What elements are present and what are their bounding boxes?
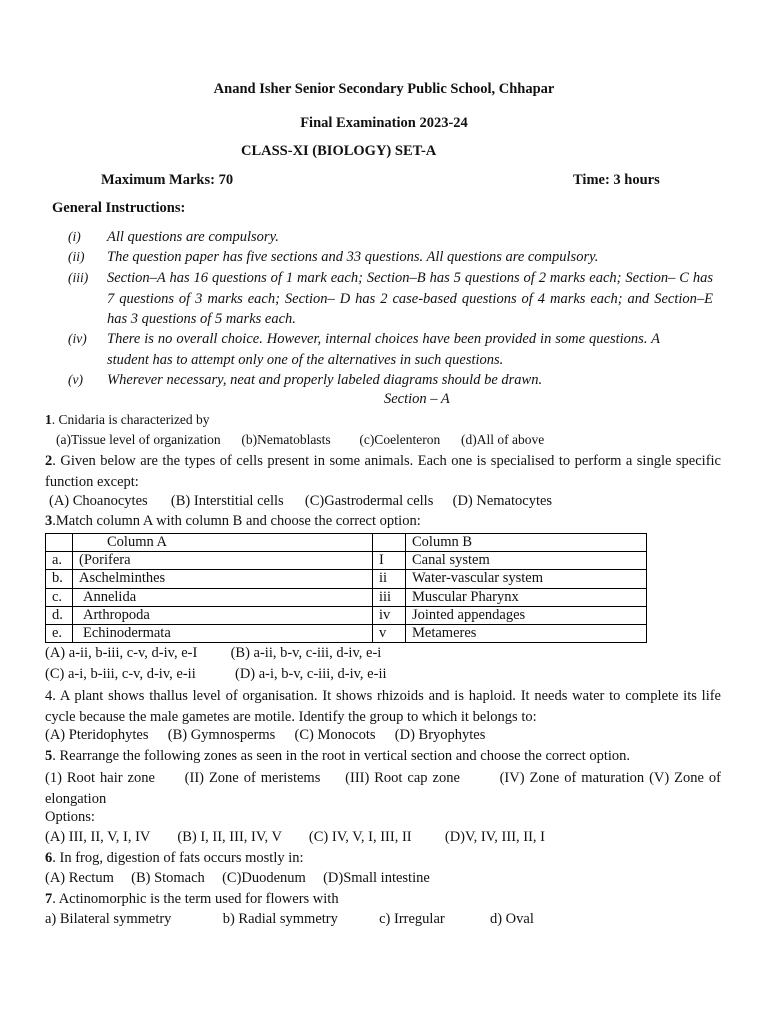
option: (C)Gastrodermal cells (304, 493, 434, 509)
option: (D) Nematocytes (452, 493, 553, 509)
column-b-cell: Muscular Pharynx (406, 588, 647, 606)
instruction-number: (ii) (68, 249, 85, 264)
column-b-cell: Canal system (406, 552, 647, 570)
instruction-text: The question paper has five sections and 33 questions. All questions are compulsory. (107, 249, 599, 265)
row-numeral: iii (373, 588, 406, 606)
option: (A) Pteridophytes (45, 727, 149, 743)
option: a) Bilateral symmetry (45, 911, 172, 927)
table-row (46, 588, 647, 606)
row-numeral: ii (373, 570, 406, 588)
question-3-options-row-2 (45, 666, 387, 683)
column-b-header: Column B (406, 534, 647, 552)
column-a-cell: Aschelminthes (73, 570, 373, 588)
question-7 (45, 891, 339, 908)
question-text: . Cnidaria is characterized by (51, 412, 210, 427)
option: (A) a-ii, b-iii, c-v, d-iv, e-I (45, 645, 198, 661)
table-row (46, 552, 647, 570)
question-text: . In frog, digestion of fats occurs mostly in: (52, 850, 304, 866)
question-number: 6 (45, 850, 53, 866)
question-number: 5 (45, 748, 53, 764)
column-a-cell: (Porifera (73, 552, 373, 570)
row-letter: d. (46, 606, 73, 624)
option: d) Oval (489, 911, 534, 927)
exam-title: Final Examination 2023-24 (300, 115, 468, 131)
instruction-text: Section–A has 16 questions of 1 mark each; Section–B has 5 questions of 2 marks each; Section– C has 7 questions of 3 marks each; Section– D has 2 case-based questions of 4 marks each; and Section–E has 3 questions of 5 marks each. (107, 270, 713, 327)
option: (a)Tissue level of organization (56, 432, 221, 447)
question-4-options (45, 727, 485, 744)
option: (D) Bryophytes (394, 727, 486, 743)
column-a-cell: Arthropoda (73, 606, 373, 624)
instruction-text: Wherever necessary, neat and properly labeled diagrams should be drawn. (107, 372, 543, 388)
class-title: CLASS-XI (BIOLOGY) SET-A (241, 143, 437, 159)
question-number: 3 (45, 513, 53, 529)
option: (D)V, IV, III, II, I (444, 829, 546, 845)
option: (d)All of above (461, 432, 545, 447)
question-text: . Rearrange the following zones as seen in the root in vertical section and choose the correct option. (52, 748, 631, 764)
question-text: .Match column A with column B and choose the correct option: (52, 513, 421, 529)
column-b-cell: Water-vascular system (406, 570, 647, 588)
exam-time: Time: 3 hours (573, 172, 660, 188)
option: b) Radial symmetry (222, 911, 338, 927)
option: (B) Stomach (131, 870, 205, 886)
option: c) Irregular (379, 911, 445, 927)
instruction-number: (iii) (68, 270, 89, 285)
question-6 (45, 850, 304, 867)
school-name: Anand Isher Senior Secondary Public School, Chhapar (213, 81, 555, 97)
option: (b)Nematoblasts (241, 432, 331, 447)
options-label: Options: (45, 809, 95, 825)
option: (C) IV, V, I, III, II (308, 829, 412, 845)
question-number: 7 (45, 891, 53, 907)
row-numeral: iv (373, 606, 406, 624)
question-number: 2 (45, 453, 53, 469)
question-1-options (56, 432, 544, 448)
question-text: . Actinomorphic is the term used for flowers with (52, 891, 339, 907)
instruction-number: (v) (68, 372, 83, 387)
option: (C)Duodenum (222, 870, 306, 886)
instruction-number: (iv) (68, 331, 87, 346)
table-row (46, 570, 647, 588)
option: (B) I, II, III, IV, V (177, 829, 282, 845)
column-a-cell: Echinodermata (73, 624, 373, 642)
option: (B) a-ii, b-v, c-iii, d-iv, e-i (230, 645, 382, 661)
question-2 (45, 451, 721, 492)
row-letter: e. (46, 624, 73, 642)
column-b-cell: Metameres (406, 624, 647, 642)
instructions-heading: General Instructions: (52, 200, 186, 216)
column-a-cell: Annelida (73, 588, 373, 606)
option: (A) III, II, V, I, IV (45, 829, 151, 845)
question-2-options (49, 493, 552, 510)
question-text: . Given below are the types of cells present in some animals. Each one is specialised to perform a single specific function except: (45, 453, 721, 490)
question-3 (45, 513, 421, 530)
question-5-options (45, 829, 545, 846)
instruction-text: There is no overall choice. However, internal choices have been provided in some questions. A student has to attempt only one of the alternatives in such questions. (107, 331, 660, 368)
table-row (46, 624, 647, 642)
table-row (46, 606, 647, 624)
max-marks: Maximum Marks: 70 (101, 172, 234, 188)
option: (D)Small intestine (323, 870, 430, 886)
option: (B) Interstitial cells (170, 493, 284, 509)
section-heading: Section – A (384, 391, 450, 407)
question-number: 1 (45, 412, 52, 427)
column-b-cell: Jointed appendages (406, 606, 647, 624)
question-1 (45, 412, 210, 428)
option: (B) Gymnosperms (167, 727, 276, 743)
question-5 (45, 748, 630, 765)
row-letter: a. (46, 552, 73, 570)
question-4: 4. A plant shows thallus level of organisation. It shows rhizoids and is haploid. It needs water to complete its life cycle because the male gametes are motile. Identify the group to which it belongs to: (45, 688, 721, 725)
row-numeral: v (373, 624, 406, 642)
question-6-options (45, 870, 430, 887)
option: (C) Monocots (294, 727, 376, 743)
table-header-row (46, 534, 647, 552)
row-letter: c. (46, 588, 73, 606)
row-numeral: I (373, 552, 406, 570)
option: (A) Rectum (45, 870, 114, 886)
instruction-text: All questions are compulsory. (107, 229, 279, 245)
question-7-options (45, 911, 534, 928)
option: (C) a-i, b-iii, c-v, d-iv, e-ii (45, 666, 196, 682)
instruction-number: (i) (68, 229, 81, 244)
column-a-header: Column A (73, 534, 373, 552)
row-letter: b. (46, 570, 73, 588)
option: (c)Coelenteron (359, 432, 441, 447)
question-5-zones: (1) Root hair zone (II) Zone of meristems (III) Root cap zone (IV) Zone of maturation (V) Zone of elongation (45, 770, 725, 807)
match-table (45, 533, 647, 643)
option: (D) a-i, b-v, c-iii, d-iv, e-ii (234, 666, 387, 682)
question-3-options-row-1 (45, 645, 381, 662)
option: (A) Choanocytes (49, 493, 148, 509)
